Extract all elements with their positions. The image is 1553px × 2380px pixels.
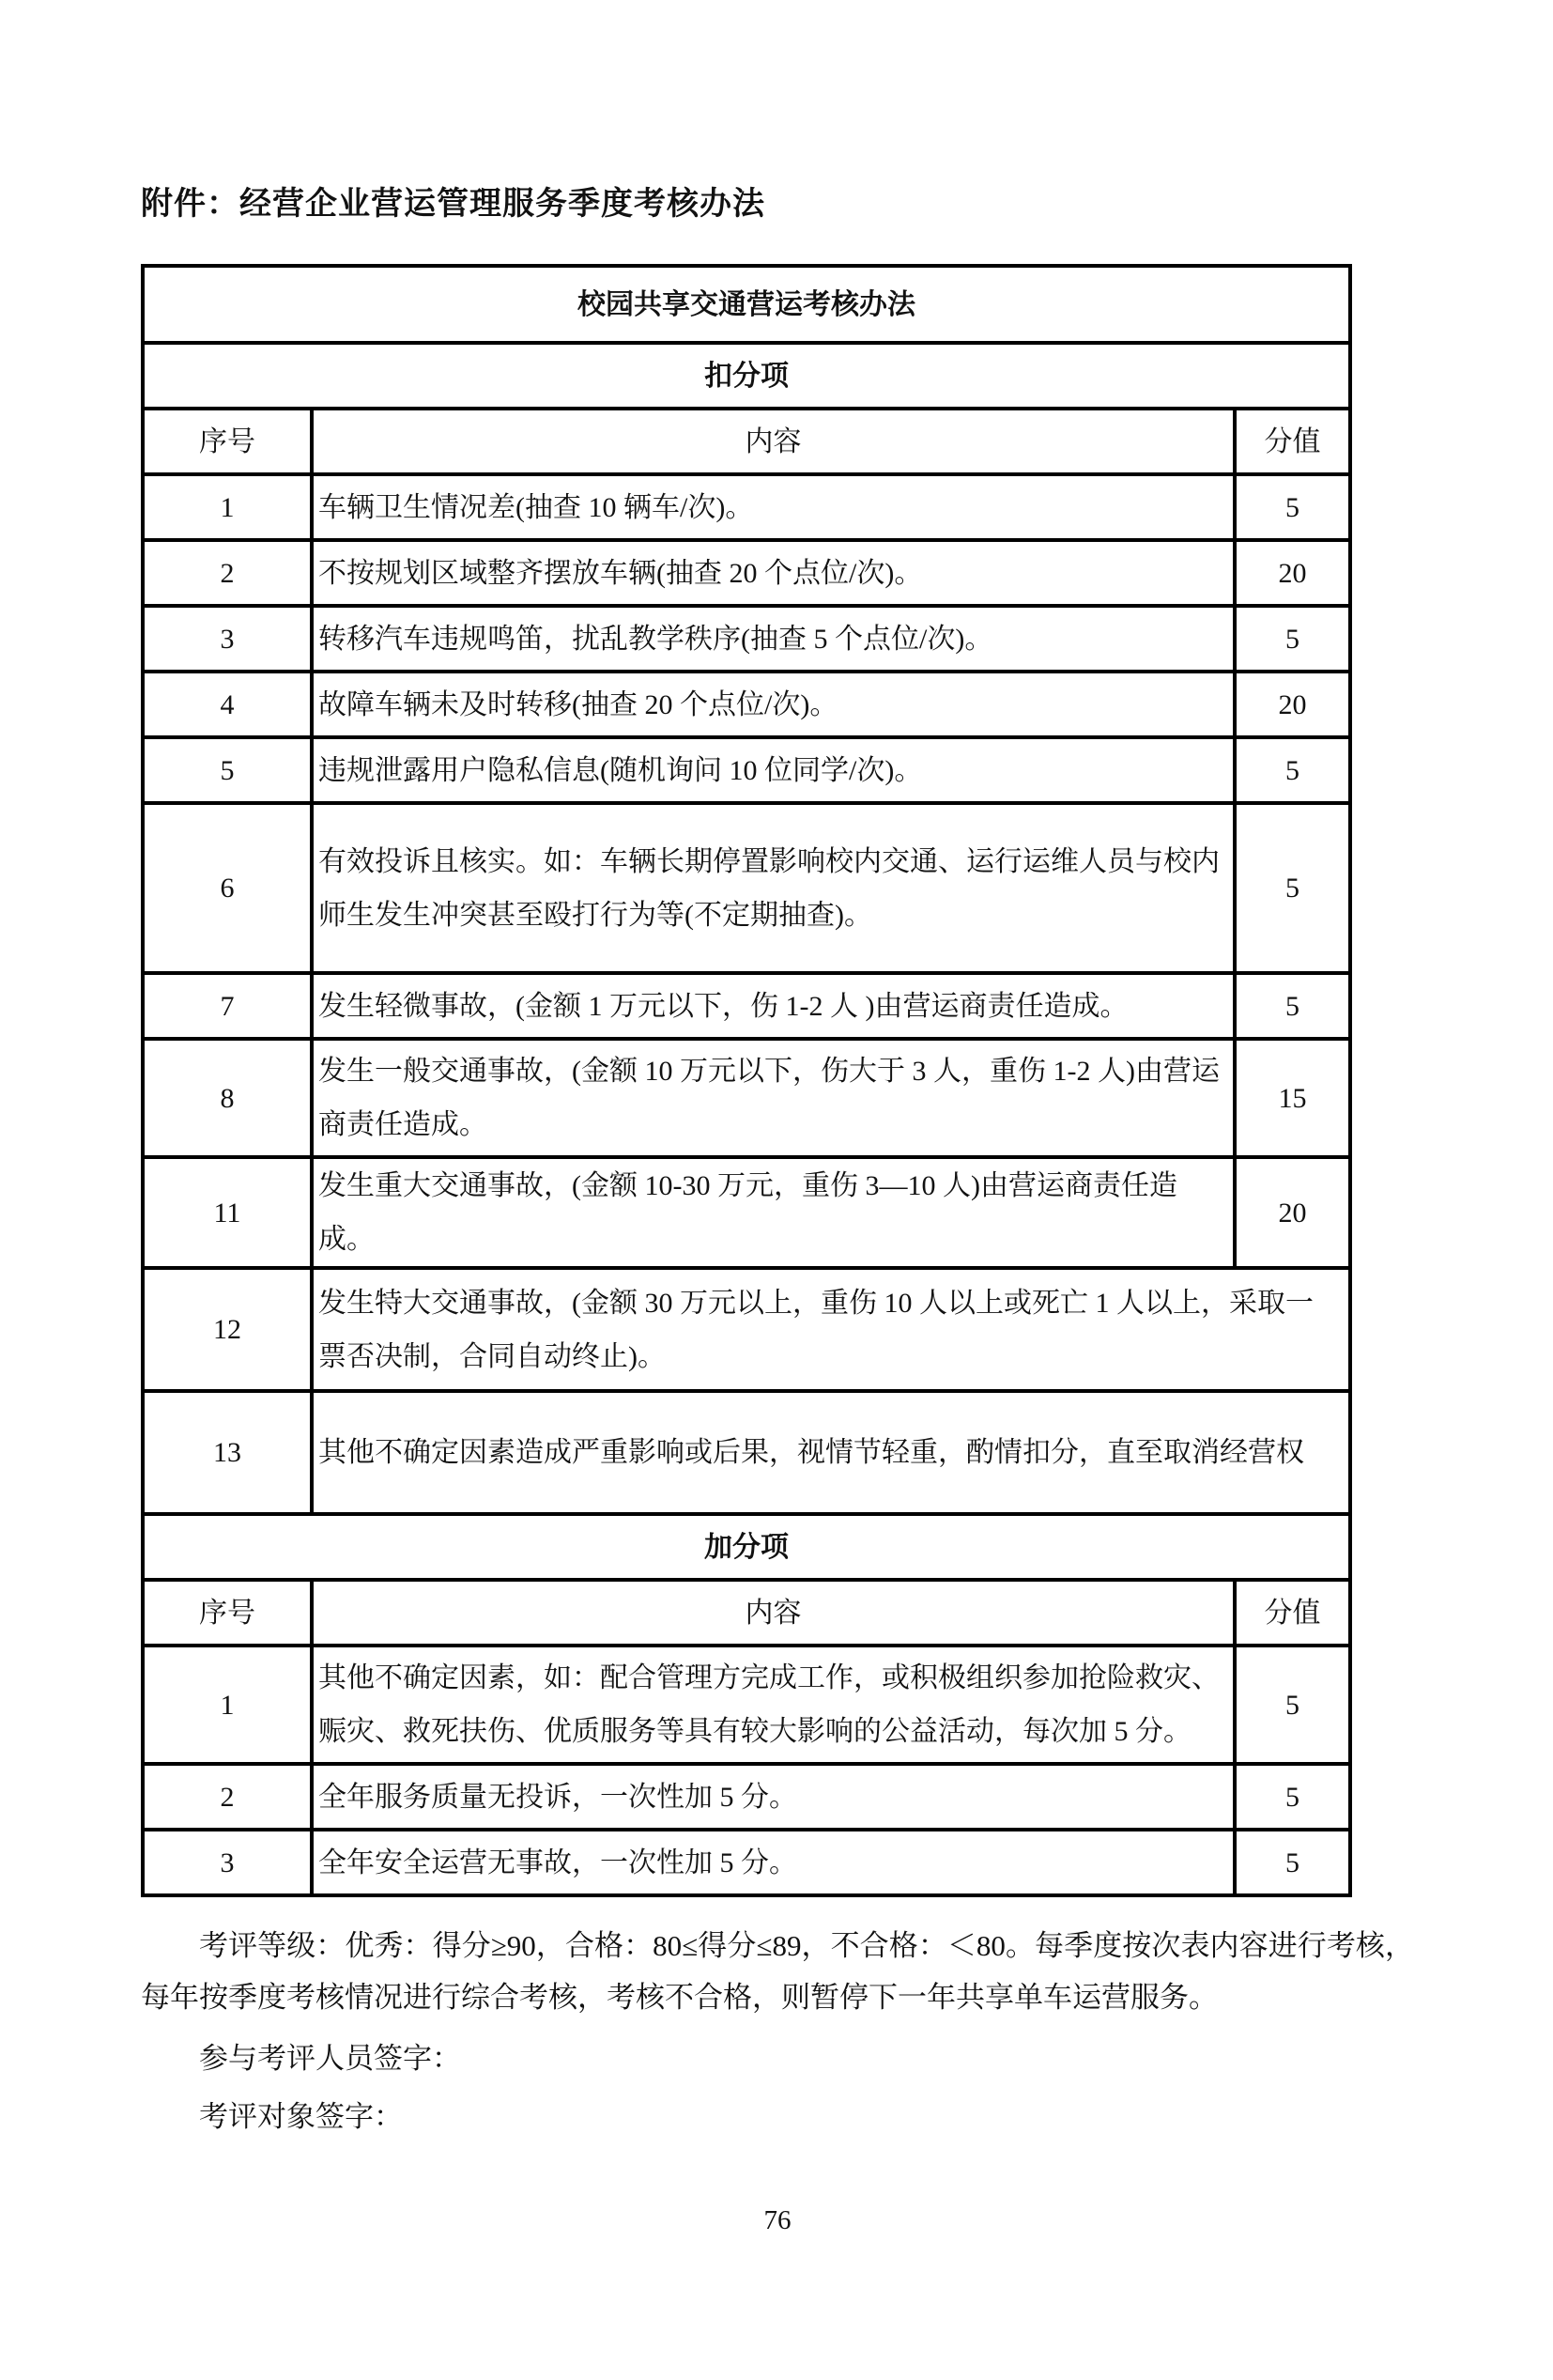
row-content: 全年服务质量无投诉，一次性加 5 分。 <box>312 1764 1235 1830</box>
row-content: 违规泄露用户隐私信息(随机询问 10 位同学/次)。 <box>312 737 1235 803</box>
bonus-header-row <box>143 1580 1350 1646</box>
bonus-section-label: 加分项 <box>143 1514 1350 1580</box>
row-score: 20 <box>1235 1157 1350 1268</box>
table-row <box>143 672 1350 737</box>
row-content: 发生重大交通事故，(金额 10-30 万元，重伤 3—10 人)由营运商责任造成。 <box>312 1157 1235 1268</box>
table-row <box>143 1268 1350 1391</box>
table-row <box>143 606 1350 672</box>
row-no: 4 <box>143 672 312 737</box>
table-title-row <box>143 266 1350 343</box>
row-content: 其他不确定因素造成严重影响或后果，视情节轻重，酌情扣分，直至取消经营权 <box>312 1391 1350 1514</box>
row-no: 13 <box>143 1391 312 1514</box>
row-content: 其他不确定因素，如：配合管理方完成工作，或积极组织参加抢险救灾、赈灾、救死扶伤、优质服务等具有较大影响的公益活动，每次加 5 分。 <box>312 1646 1235 1764</box>
row-content: 全年安全运营无事故，一次性加 5 分。 <box>312 1830 1235 1895</box>
column-header-score: 分值 <box>1235 1580 1350 1646</box>
row-score: 15 <box>1235 1039 1350 1157</box>
row-no: 2 <box>143 1764 312 1830</box>
assessment-table <box>141 264 1352 1897</box>
row-content: 车辆卫生情况差(抽查 10 辆车/次)。 <box>312 474 1235 540</box>
table-row <box>143 1157 1350 1268</box>
grading-note: 考评等级：优秀：得分≥90，合格：80≤得分≤89，不合格：＜80。每季度按次表内容进行考核，每年按季度考核情况进行综合考核，考核不合格，则暂停下一年共享单车运营服务。 <box>141 1929 1414 2014</box>
column-header-content: 内容 <box>312 409 1235 474</box>
column-header-score: 分值 <box>1235 409 1350 474</box>
table-row <box>143 1039 1350 1157</box>
row-score: 5 <box>1235 1830 1350 1895</box>
row-content: 不按规划区域整齐摆放车辆(抽查 20 个点位/次)。 <box>312 540 1235 606</box>
table-row <box>143 1830 1350 1895</box>
page-title: 附件：经营企业营运管理服务季度考核办法 <box>141 187 765 222</box>
row-no: 2 <box>143 540 312 606</box>
table-row <box>143 1764 1350 1830</box>
row-no: 8 <box>143 1039 312 1157</box>
row-score: 5 <box>1235 606 1350 672</box>
row-score: 5 <box>1235 803 1350 973</box>
deduction-header-row <box>143 409 1350 474</box>
row-score: 5 <box>1235 737 1350 803</box>
deduction-section-row <box>143 343 1350 409</box>
table-row <box>143 1391 1350 1514</box>
row-content: 转移汽车违规鸣笛，扰乱教学秩序(抽查 5 个点位/次)。 <box>312 606 1235 672</box>
deduction-section-label: 扣分项 <box>143 343 1350 409</box>
table-row <box>143 973 1350 1039</box>
row-no: 5 <box>143 737 312 803</box>
row-no: 1 <box>143 474 312 540</box>
column-header-no: 序号 <box>143 409 312 474</box>
row-content: 发生轻微事故，(金额 1 万元以下，伤 1-2 人 )由营运商责任造成。 <box>312 973 1235 1039</box>
column-header-no: 序号 <box>143 1580 312 1646</box>
page-number: 76 <box>763 2205 792 2235</box>
table-row <box>143 803 1350 973</box>
column-header-content: 内容 <box>312 1580 1235 1646</box>
row-score: 5 <box>1235 474 1350 540</box>
row-no: 11 <box>143 1157 312 1268</box>
row-no: 1 <box>143 1646 312 1764</box>
row-no: 7 <box>143 973 312 1039</box>
row-score: 5 <box>1235 1764 1350 1830</box>
table-row <box>143 540 1350 606</box>
row-score: 5 <box>1235 1646 1350 1764</box>
table-row <box>143 737 1350 803</box>
row-content: 发生一般交通事故，(金额 10 万元以下，伤大于 3 人，重伤 1-2 人)由营运商责任造成。 <box>312 1039 1235 1157</box>
subject-signature-label: 考评对象签字： <box>199 2100 403 2133</box>
row-no: 12 <box>143 1268 312 1391</box>
row-no: 3 <box>143 1830 312 1895</box>
row-content: 发生特大交通事故，(金额 30 万元以上，重伤 10 人以上或死亡 1 人以上，采取一票否决制，合同自动终止)。 <box>312 1268 1350 1391</box>
row-no: 6 <box>143 803 312 973</box>
row-content: 故障车辆未及时转移(抽查 20 个点位/次)。 <box>312 672 1235 737</box>
bonus-section-row <box>143 1514 1350 1580</box>
table-row <box>143 474 1350 540</box>
row-content: 有效投诉且核实。如：车辆长期停置影响校内交通、运行运维人员与校内师生发生冲突甚至殴打行为等(不定期抽查)。 <box>312 803 1235 973</box>
row-score: 5 <box>1235 973 1350 1039</box>
table-title: 校园共享交通营运考核办法 <box>143 266 1350 343</box>
row-score: 20 <box>1235 672 1350 737</box>
evaluator-signature-label: 参与考评人员签字： <box>199 2042 461 2075</box>
table-row <box>143 1646 1350 1764</box>
row-score: 20 <box>1235 540 1350 606</box>
row-no: 3 <box>143 606 312 672</box>
document-page <box>141 183 1418 2236</box>
